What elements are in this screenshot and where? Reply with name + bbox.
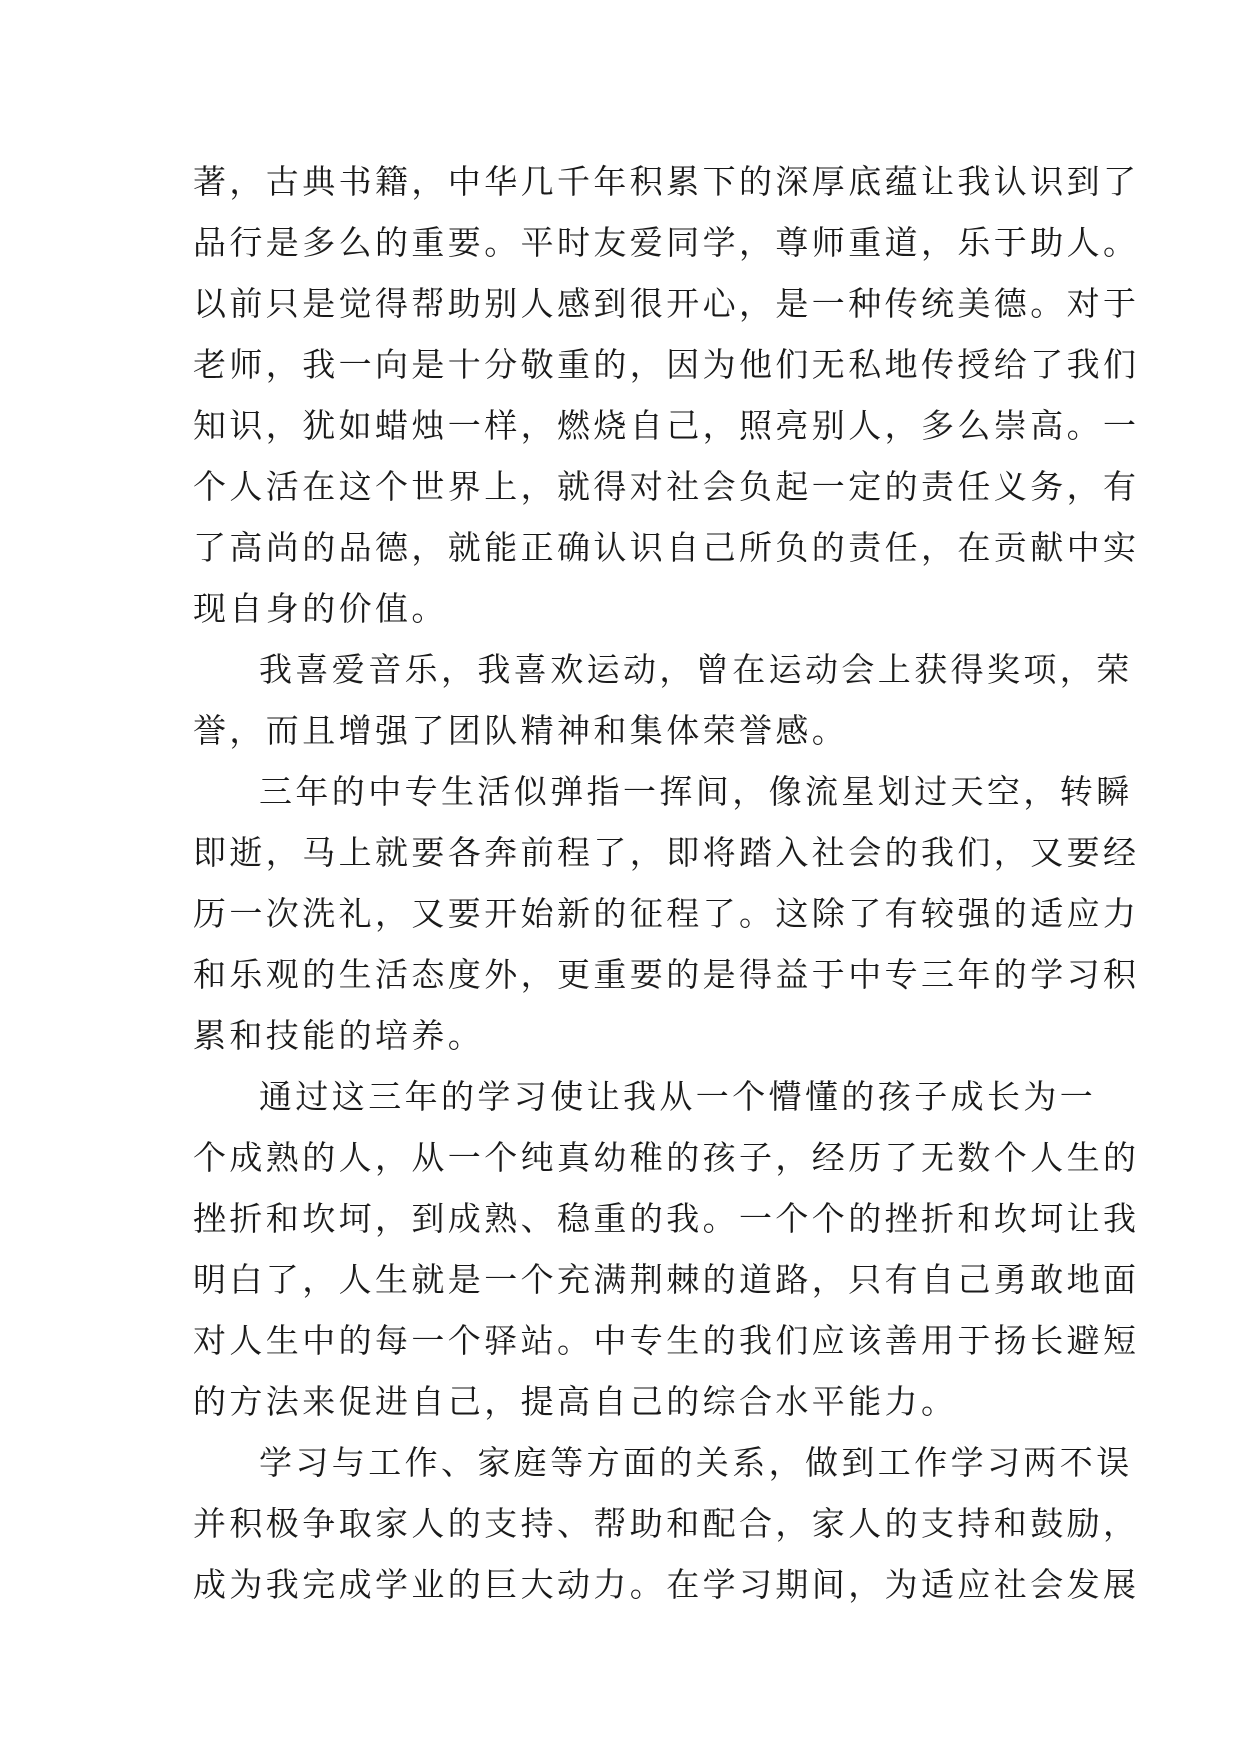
text-line: 了高尚的品德，就能正确认识自己所负的责任，在贡献中实 bbox=[193, 528, 1140, 567]
text-line: 学习与工作、家庭等方面的关系，做到工作学习两不误 bbox=[259, 1443, 1133, 1482]
text-line: 即逝，马上就要各奔前程了，即将踏入社会的我们，又要经 bbox=[193, 833, 1140, 872]
text-line: 历一次洗礼，又要开始新的征程了。这除了有较强的适应力 bbox=[193, 894, 1140, 933]
text-line: 以前只是觉得帮助别人感到很开心，是一种传统美德。对于 bbox=[193, 284, 1140, 323]
text-line: 老师，我一向是十分敬重的，因为他们无私地传授给了我们 bbox=[193, 345, 1140, 384]
text-line: 誉，而且增强了团队精神和集体荣誉感。 bbox=[193, 711, 849, 750]
text-line: 知识，犹如蜡烛一样，燃烧自己，照亮别人，多么崇高。一 bbox=[193, 406, 1140, 445]
text-line: 三年的中专生活似弹指一挥间，像流星划过天空，转瞬 bbox=[259, 772, 1133, 811]
text-line: 个成熟的人，从一个纯真幼稚的孩子，经历了无数个人生的 bbox=[193, 1138, 1140, 1177]
body-text bbox=[193, 151, 1140, 1615]
text-line: 对人生中的每一个驿站。中专生的我们应该善用于扬长避短 bbox=[193, 1321, 1140, 1360]
text-line: 明白了，人生就是一个充满荆棘的道路，只有自己勇敢地面 bbox=[193, 1260, 1140, 1299]
text-line: 成为我完成学业的巨大动力。在学习期间，为适应社会发展 bbox=[193, 1565, 1140, 1604]
text-line: 个人活在这个世界上，就得对社会负起一定的责任义务，有 bbox=[193, 467, 1140, 506]
text-line: 和乐观的生活态度外，更重要的是得益于中专三年的学习积 bbox=[193, 955, 1140, 994]
text-line: 现自身的价值。 bbox=[193, 589, 448, 628]
text-line: 并积极争取家人的支持、帮助和配合，家人的支持和鼓励， bbox=[193, 1504, 1140, 1543]
text-line: 通过这三年的学习使让我从一个懵懂的孩子成长为一 bbox=[259, 1077, 1097, 1116]
text-line: 我喜爱音乐，我喜欢运动，曾在运动会上获得奖项，荣 bbox=[259, 650, 1133, 689]
text-line: 著，古典书籍，中华几千年积累下的深厚底蕴让我认识到了 bbox=[193, 162, 1140, 201]
text-line: 累和技能的培养。 bbox=[193, 1016, 485, 1055]
text-line: 品行是多么的重要。平时友爱同学，尊师重道，乐于助人。 bbox=[193, 223, 1140, 262]
text-line: 挫折和坎坷，到成熟、稳重的我。一个个的挫折和坎坷让我 bbox=[193, 1199, 1140, 1238]
text-line: 的方法来促进自己，提高自己的综合水平能力。 bbox=[193, 1382, 958, 1421]
